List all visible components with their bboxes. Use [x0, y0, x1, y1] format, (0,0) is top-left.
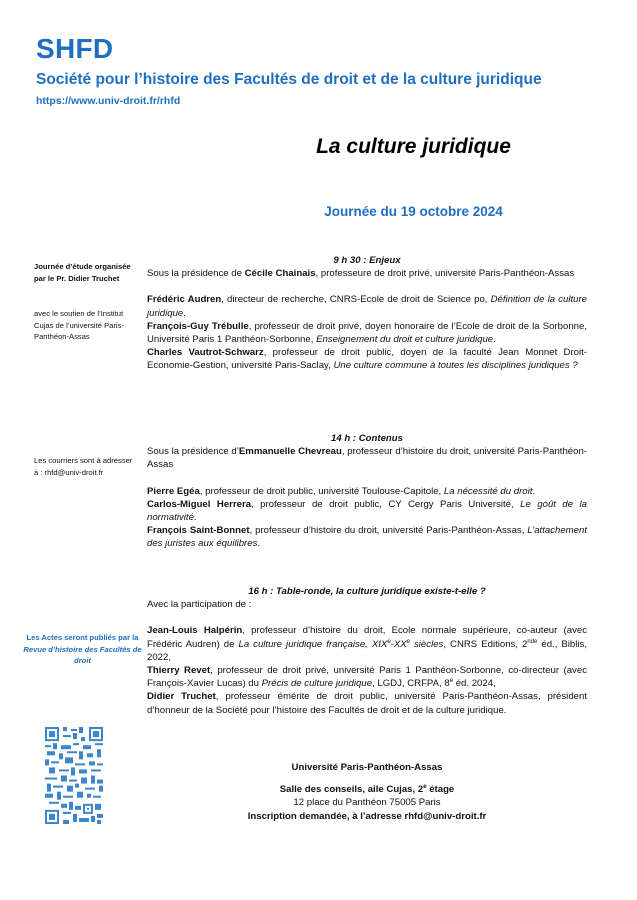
organizer-note: Journée d’étude organisée par le Pr. Didier Truchet — [34, 262, 131, 283]
panelist-item — [147, 624, 587, 664]
publication-note-prefix: Les Actes seront publiés par la — [26, 633, 139, 642]
speaker-name: François Saint-Bonnet — [147, 525, 250, 537]
org-acronym: SHFD — [36, 33, 114, 64]
speaker-role: , professeur de droit public, CY Cergy Paris Université, — [251, 498, 521, 510]
speaker-role: , professeur de droit public, doyen de la faculté Jean Monnet Droit-Economie-Gestion, université Paris-Saclay, — [147, 347, 587, 372]
chair-prefix: Sous la présidence de — [147, 268, 245, 280]
talk-end: . — [493, 334, 496, 346]
session-heading: 9 h 30 : Enjeux — [333, 255, 401, 266]
book-title-part: La culture juridique française, XIX — [238, 638, 388, 650]
support-note: avec le soutien de l’Institut Cujas de l’université Paris-Panthéon-Assas — [34, 309, 124, 342]
talk-title: Le goût de la normativité — [147, 498, 587, 524]
chair-name: Emmanuelle Chevreau — [238, 446, 342, 458]
session-roundtable — [147, 585, 587, 717]
talk-title: Une culture commune à toutes les disciplines juridiques ? — [333, 360, 578, 372]
speaker-role: , professeur de droit public, université Toulouse-Capitole, — [199, 485, 444, 497]
talk-end: . — [193, 512, 197, 524]
venue-room-suffix: étage — [426, 784, 455, 796]
superscript: e — [449, 678, 454, 685]
panelist-name: Thierry Revet — [147, 665, 211, 677]
venue-block — [147, 761, 587, 823]
panelist-desc: , professeur de droit privé, université Paris 1 Panthéon-Sorbonne, co-directeur (avec François-Xavier Lucas) du — [147, 665, 587, 690]
speaker-role: , professeur de droit privé, doyen honoraire de l’Ecole de droit de la Sorbonne, Université Paris 1 Panthéon-Sorbonne, — [147, 320, 587, 346]
panelist-desc: éd. 2024, — [453, 678, 496, 690]
speaker-name: Frédéric Audren — [147, 294, 222, 306]
panelist-desc: , professeur émérite de droit public, université Paris-Panthéon-Assas, président d’honneur de la Société pour l’histoire des Facultés de droit et de la culture juridique. — [147, 691, 587, 716]
session-chair — [147, 267, 587, 280]
qr-pattern — [45, 727, 103, 824]
registration-note[interactable]: Inscription demandée, à l’adresse rhfd@univ-droit.fr — [247, 810, 487, 822]
venue-room-prefix: Salle des conseils, aile Cujas, 2 — [279, 784, 424, 796]
panelist-item — [147, 690, 587, 716]
talk-end: . — [257, 538, 261, 550]
org-full-name: Société pour l’histoire des Facultés de droit et de la culture juridique — [36, 71, 542, 88]
panelist-item — [147, 664, 587, 690]
speaker-role: , professeur d’histoire du droit, université Paris-Panthéon-Assas, — [249, 525, 528, 537]
session-heading: 14 h : Contenus — [331, 433, 403, 444]
publication-note — [20, 632, 145, 667]
speaker-name: Charles Vautrot-Schwarz — [147, 347, 264, 359]
book-title-part: -XX — [390, 638, 407, 650]
chair-affiliation: , professeure de droit privé, université Paris-Panthéon-Assas — [315, 268, 575, 280]
session-heading: 16 h : Table-ronde, la culture juridique existe-t-elle ? — [248, 586, 486, 597]
venue-address: 12 place du Panthéon 75005 Paris — [293, 797, 441, 809]
talk-item — [147, 485, 587, 498]
book-title — [238, 639, 443, 650]
talk-title: Enseignement du droit et culture juridique — [316, 334, 494, 346]
panelist-desc: éd., Biblis, 2022, — [147, 638, 587, 663]
event-title: La culture juridique — [316, 135, 511, 158]
org-website-link[interactable]: https://www.univ-droit.fr/rhfd — [36, 95, 181, 107]
panelist-desc: , LGDJ, CRFPA, 8 — [372, 678, 450, 690]
session-chair — [147, 445, 587, 471]
superscript: e — [406, 638, 410, 645]
venue-room — [147, 783, 587, 796]
chair-affiliation: , professeur d’histoire du droit, université Paris-Panthéon-Assas — [147, 446, 587, 471]
mail-note: Les courriers sont à adresser à : rhfd@univ-droit.fr — [34, 456, 133, 477]
event-date: Journée du 19 octobre 2024 — [324, 204, 503, 219]
book-title: Précis de culture juridique — [261, 678, 373, 690]
speaker-role: , directeur de recherche, CNRS-Ecole de droit de Science po, — [221, 294, 491, 306]
talk-title: Définition de la culture juridique — [147, 294, 587, 319]
speaker-name: Carlos-Miguel Herrera — [147, 498, 252, 510]
qr-code-icon[interactable] — [45, 727, 103, 824]
chair-prefix: Sous la présidence d’ — [147, 446, 239, 458]
talk-title: L’attachement des juristes aux équilibres — [147, 525, 588, 550]
superscript: nde — [527, 638, 538, 645]
superscript: e — [423, 784, 427, 791]
panelist-name: Jean-Louis Halpérin — [147, 625, 243, 637]
talk-title: La nécessité du droit — [443, 485, 533, 497]
talk-end: . — [183, 307, 186, 319]
talk-item — [147, 524, 587, 550]
talk-item — [147, 320, 587, 346]
session-morning — [147, 254, 587, 373]
superscript: e — [387, 638, 391, 645]
journal-name: Revue d’histoire des Facultés de droit — [23, 644, 142, 666]
chair-name: Cécile Chainais — [244, 268, 316, 280]
venue-university: Université Paris-Panthéon-Assas — [291, 762, 443, 773]
talk-item — [147, 346, 587, 372]
panelist-desc: , CNRS Editions, 2 — [443, 638, 528, 650]
talk-end: . — [532, 485, 536, 497]
speaker-name: François-Guy Trébulle — [147, 320, 249, 332]
panelist-name: Didier Truchet — [147, 691, 216, 703]
book-title-part: siècles — [410, 638, 444, 650]
panel-intro: Avec la participation de : — [147, 599, 252, 611]
panelist-desc: , professeur d’histoire du droit, Ecole normale supérieure, co-auteur (avec Frédéric Audren) de — [147, 625, 587, 650]
session-afternoon — [147, 432, 587, 551]
talk-item — [147, 293, 587, 319]
speaker-name: Pierre Egéa — [147, 485, 200, 497]
talk-item — [147, 498, 587, 524]
